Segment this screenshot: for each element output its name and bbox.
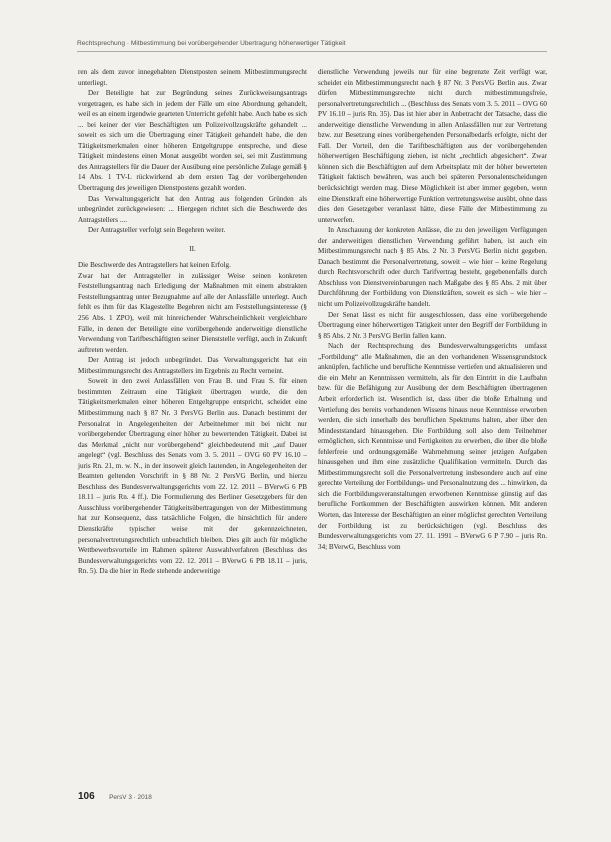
paragraph: Der Senat lässt es nicht für ausgeschlossen, dass eine vorübergehende Übertragung einer höherwertigen Tätigkeit unter den Begriff der Fortbildung in § 85 Abs. 2 Nr. 3 PersVG Berlin fallen kann. xyxy=(318,310,547,340)
left-column xyxy=(78,67,307,577)
page-footer xyxy=(78,786,152,804)
paragraph: Der Antragsteller verfolgt sein Begehren weiter. xyxy=(88,226,226,235)
paragraph: Die Beschwerde des Antragstellers hat keinen Erfolg. xyxy=(78,261,231,270)
right-column xyxy=(318,67,547,552)
paragraph: Soweit in den zwei Anlassfällen von Frau B. und Frau S. für einen bestimmten Zeitraum eine Tätigkeit übertragen wurde, die den Tätigkeitsmerkmalen einer höheren Entgeltgruppe entspricht, scheidet eine Mitbestimmung nach § 87 Nr. 3 PersVG Berlin aus. Danach bestimmt der Personalrat in Angelegenheiten der Arbeitnehmer mit bei nicht nur vorübergehender Übertragung einer höher zu bewertenden Tätigkeit. Dabei ist das Merkmal „nicht nur vorübergehend“ gleichbedeutend mit „auf Dauer angelegt“ (vgl. Beschluss des Senats vom 3. 5. 2011 – OVG 60 PV 16.10 – juris Rn. 21, m. w. N., in der insoweit gleich lautenden, in Angelegenheiten der Beamten geltenden Vorschrift in § 88 Nr. 2 PersVG Berlin, und hierzu Beschluss des Bundesverwaltungsgerichts vom 22. 12. 2011 – BVerwG 6 PB 18.11 – juris Rn. 4 ff.). Die Formulierung des Berliner Gesetzgebers für den Ausschluss vorübergehender Tätigkeitsübertragungen von der Mitbestimmung hat zur Konsequenz, dass tatsächliche Folgen, die hinsichtlich für andere Dienstkräfte typischer weise mit der gekennzeichneten, personalvertretungsrechtlich unbeachtlich bleiben. Dies gilt auch für mögliche Wettbewerbsvorteile im Rahmen späterer Auswahlverfahren (Beschluss des Bundesverwaltungsgerichts vom 22. 12. 2011 – BVerwG 6 PB 18.11 – juris, Rn. 5). Da die hier in Rede stehende anderweitige xyxy=(78,377,307,576)
header-rule xyxy=(77,51,547,52)
running-head: Rechtsprechung · Mitbestimmung bei vorübergehender Übertragung höherwertiger Tätigkeit xyxy=(77,40,346,47)
paragraph: Der Antrag ist jedoch unbegründet. Das Verwaltungsgericht hat ein Mitbestimmungsrecht des Antragstellers im Ergebnis zu Recht verneint. xyxy=(78,356,307,375)
paragraph: Nach der Rechtsprechung des Bundesverwaltungsgerichts umfasst „Fortbildung“ alle Maßnahmen, die an den vorhandenen Wissensgrundstock anknüpfen, fachliche und berufliche Kenntnisse vertiefen und aktualisieren und die ein Mehr an Kenntnissen vermitteln, als für den Eintritt in die Laufbahn bzw. für die Befähigung zur Ausübung der dem Beschäftigten übertragenen Arbeit erforderlich ist. Wesentlich ist, dass über die bloße Erhaltung und Vertiefung des bereits vorhandenen Wissens hinaus neue Kenntnisse erworben werden, die sich innerhalb des beruflichen Spektrums halten, aber über den Mindeststandard hinausgehen. Die Fortbildung soll also dem Teilnehmer ermöglichen, sich Kenntnisse und Fertigkeiten zu erwerben, die über die bloße fehlerfreie und ordnungsgemäße Wahrnehmung seiner jetzigen Aufgaben hinausgehen und ihm eine zusätzliche Qualifikation vermitteln. Durch das Mitbestimmungsrecht soll die Personalvertretung insbesondere auch auf eine gerechte Verteilung der Fortbildungs- und Personalnutzung des ... hinwirken, da sich die Fortbildungsveranstaltungen erworbenen Kenntnisse günstig auf das berufliche Fortkommen der Beschäftigten auswirken können. Mit anderen Worten, das Interesse der Beschäftigten an einer möglichst gerechten Verteilung der Fortbildung ist zu berücksichtigen (vgl. Beschluss des Bundesverwaltungsgerichts vom 27. 11. 1991 – BVerwG 6 P 7.90 – juris Rn. 34; BVerwG, Beschluss vom xyxy=(318,342,547,551)
page-number: 106 xyxy=(78,791,95,802)
paragraph: Das Verwaltungsgericht hat den Antrag aus folgenden Gründen als unbegründet zurückgewiesen: ... Hiergegen richtet sich die Beschwerde des Antragstellers .... xyxy=(78,194,307,224)
paragraph: Zwar hat der Antragsteller in zulässiger Weise seinen konkreten Feststellungsantrag nach Erledigung der Maßnahmen mit einem abstrakten Feststellungsantrag unter Bezugnahme auf alle der Anlassfälle unterlegt. Auch fehlt es ihm für das Klagestellte Begehren nicht am Feststellungsinteresse (§ 256 Abs. 1 ZPO), weil mit hinreichender Wahrscheinlichkeit vergleichbare Fälle, in denen der Beteiligte eine vorübergehende anderweitige dienstliche Verwendung von Tarifbeschäftigten seiner Dienststelle verfügt, auch in Zukunft auftreten werden. xyxy=(78,271,307,354)
paragraph: Der Beteiligte hat zur Begründung seines Zurückweisungsantrags vorgetragen, es habe sich in jedem der Fälle um eine Abordnung gehandelt, weil es an einem irgendwie gearteten Unterricht gefehlt habe. Auch habe es sich ... bei keiner der vier Beschäftigten um Polizeivollzugskräfte gehandelt ... soweit es sich um die Übertragung einer Tätigkeit gehandelt habe, die den Tätigkeitsmerkmalen einer höheren Entgeltgruppe entspreche, und diese Tätigkeit mindestens einen Monat ausgeübt worden sei, sei mit Zustimmung des Antragstellers für die Dauer der Ausübung eine persönliche Zulage gemäß § 14 Abs. 1 TV-L rückwirkend ab dem ersten Tag der vorübergehenden Übertragung des jeweiligen Dienstpostens gezahlt worden. xyxy=(78,89,307,193)
paragraph: dienstliche Verwendung jeweils nur für eine begrenzte Zeit verfügt war, scheidet ein Mitbestimmungsrecht nach § 87 Nr. 3 PersVG Berlin aus. Zwar dürfen Mitbestimmungsrechte nicht durch mitbestimmungsfreie, personalvertretungsrechtlich ... (Beschluss des Senats vom 3. 5. 2011 – OVG 60 PV 16.10 – juris Rn. 35). Das ist hier aber in Anbetracht der Tatsache, dass die anderweitige dienstliche Verwendung in allen Anlassfällen nur zur Vertretung bzw. zur Besetzung eines vorübergehenden Personalbedarfs erfolgte, nicht der Fall. Der Vorteil, den die Tariftbeschäftigten aus der vorübergehenden höherwertigen Beschäftigung ziehen, ist nicht „rechtlich abgesichert“. Zwar können sich die Beschäftigten auf dem Arbeitsplatz mit der höher bewerteten Tätigkeit faktisch bewähren, was auch bei späteren Personalentscheidungen berücksichtigt werden mag. Diese Möglichkeit ist aber immer gegeben, wenn eine Dienstkraft eine höherwertige Funktion vertretungsweise ausübt, ohne dass dies den Gesetzgeber veranlasst hätte, diese Fälle der Mitbestimmung zu unterwerfen. xyxy=(318,68,547,224)
section-numeral: II. xyxy=(189,244,196,253)
paragraph: In Anschauung der konkreten Anlässe, die zu den jeweiligen Verfügungen der anderweitigen dienstlichen Verwendung geführt haben, ist auch ein Mitbestimmungsrecht nach § 85 Abs. 2 Nr. 3 PersVG Berlin nicht gegeben. Danach bestimmt die Personalvertretung, soweit – wie hier – keine Regelung durch Rechtsvorschrift oder durch Tarifvertrag besteht, gegebenenfalls durch Abschluss von Dienstvereinbarungen nach Maßgabe des § 85 Abs. 2 mit über Durchführung der Fortbildung von Dienstkräften, soweit es sich – wie hier – nicht um Polizeivollzugskräfte handelt. xyxy=(318,226,547,309)
paragraph: ren als dem zuvor innegehabten Dienstposten seinem Mitbestimmungsrecht unterliegt. xyxy=(78,68,307,87)
journal-reference: PersV 3 · 2018 xyxy=(109,794,152,801)
